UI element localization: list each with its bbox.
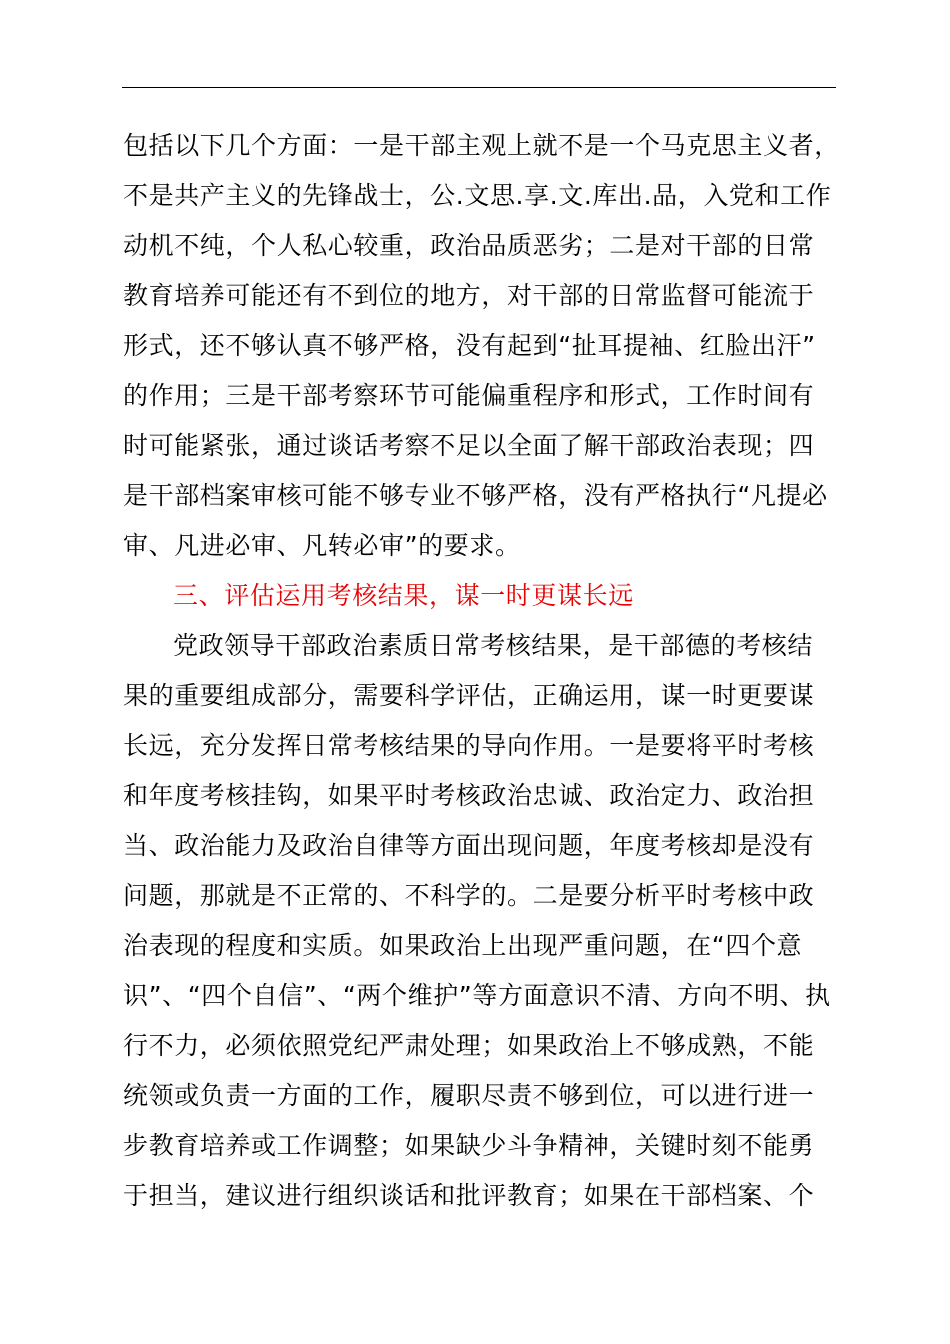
body-line: 不是共产主义的先锋战士，公.文思.享.文.库出.品，入党和工作 [123, 181, 832, 210]
body-line: 统领或负责一方面的工作，履职尽责不够到位，可以进行进一 [123, 1081, 815, 1110]
body-line: 和年度考核挂钩，如果平时考核政治忠诚、政治定力、政治担 [123, 781, 815, 810]
body-line: 动机不纯，个人私心较重，政治品质恶劣；二是对干部的日常 [123, 231, 815, 260]
body-line: 行不力，必须依照党纪严肃处理；如果政治上不够成熟，不能 [123, 1031, 815, 1060]
body-line: 长远，充分发挥日常考核结果的导向作用。一是要将平时考核 [123, 731, 815, 760]
section-heading: 三、评估运用考核结果，谋一时更谋长远 [173, 581, 634, 610]
body-line: 识”、“四个自信”、“两个维护”等方面意识不清、方向不明、执 [123, 981, 831, 1010]
body-line: 于担当，建议进行组织谈话和批评教育；如果在干部档案、个 [123, 1181, 815, 1210]
body-line: 问题，那就是不正常的、不科学的。二是要分析平时考核中政 [123, 881, 815, 910]
body-line: 治表现的程度和实质。如果政治上出现严重问题，在“四个意 [123, 931, 803, 960]
paragraph-first-line: 党政领导干部政治素质日常考核结果，是干部德的考核结 [173, 631, 814, 660]
body-line: 审、凡进必审、凡转必审”的要求。 [123, 531, 521, 560]
header-rule [122, 87, 836, 88]
body-line: 教育培养可能还有不到位的地方，对干部的日常监督可能流于 [123, 281, 815, 310]
body-line: 当、政治能力及政治自律等方面出现问题，年度考核却是没有 [123, 831, 815, 860]
body-line: 步教育培养或工作调整；如果缺少斗争精神，关键时刻不能勇 [123, 1131, 815, 1160]
body-line: 果的重要组成部分，需要科学评估，正确运用，谋一时更要谋 [123, 681, 815, 710]
body-line: 的作用；三是干部考察环节可能偏重程序和形式，工作时间有 [123, 381, 815, 410]
body-line: 形式，还不够认真不够严格，没有起到“扯耳提袖、红脸出汗” [123, 331, 816, 360]
body-line: 包括以下几个方面：一是干部主观上就不是一个马克思主义者， [123, 131, 840, 160]
body-line: 时可能紧张，通过谈话考察不足以全面了解干部政治表现；四 [123, 431, 815, 460]
body-line: 是干部档案审核可能不够专业不够严格，没有严格执行“凡提必 [123, 481, 828, 510]
